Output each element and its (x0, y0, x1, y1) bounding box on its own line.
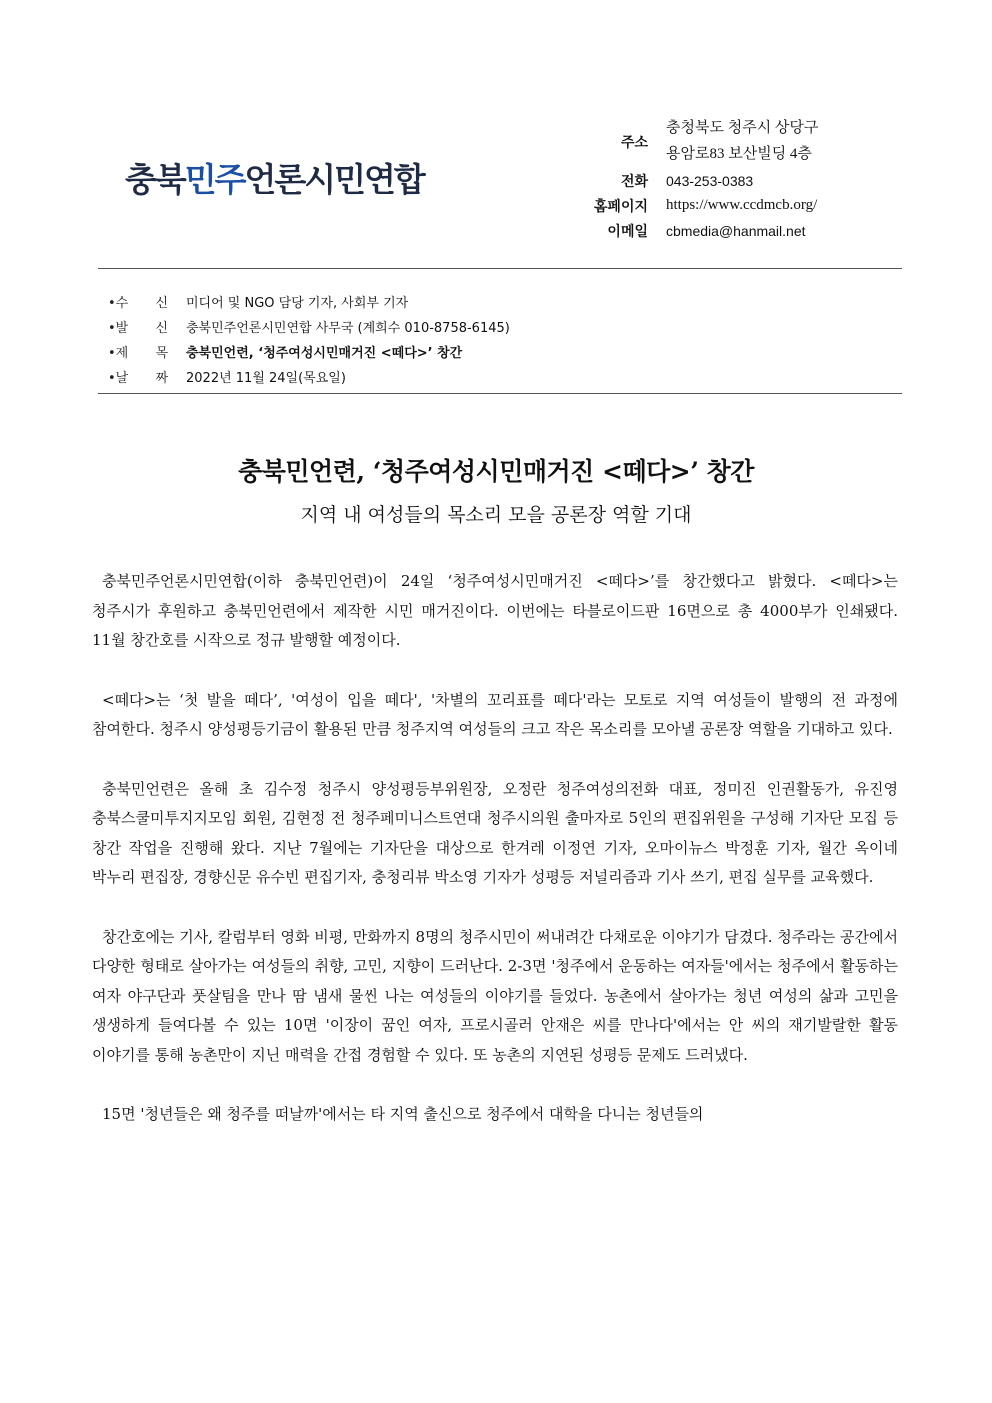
meta-label-date: •날 짜 (108, 371, 168, 386)
article-paragraph-4: 창간호에는 기사, 칼럼부터 영화 비평, 만화까지 8명의 청주시민이 써내려간 다채로운 이야기가 담겼다. 청주라는 공간에서 다양한 형태로 살아가는 여성들의 취향, 고민, 지향이 드러난다. 2-3면 '청주에서 운동하는 여자들'에서는 청주에서 활동하는 여자 야구단과 풋살팀을 만나 땀 냄새 물씬 나는 여성들의 이야기를 들었다. 농촌에서 살아가는 청년 여성의 삶과 고민을 생생하게 들여다볼 수 있는 10면 '이장이 꿈인 여자, 프로시골러 안재은 씨를 만나다'에서는 안 씨의 재기발랄한 활동 이야기를 통해 농촌만이 지닌 매력을 간접 경험할 수 있다. 또 농촌의 지연된 성평등 문제도 드러냈다. (92, 927, 898, 1064)
meta-value-date: 2022년 11월 24일(목요일) (186, 371, 346, 386)
meta-value-to: 미디어 및 NGO 담당 기자, 사회부 기자 (186, 296, 409, 311)
meta-label-to: •수 신 (108, 296, 168, 311)
address-label: 주소 (620, 135, 648, 151)
header-divider-bottom (98, 393, 902, 394)
homepage-label: 홈페이지 (593, 198, 648, 215)
phone-label: 전화 (620, 173, 648, 190)
header-divider-top (98, 268, 902, 269)
meta-row-date (108, 364, 898, 389)
meta-row-subject (108, 339, 898, 364)
phone-row (560, 168, 890, 193)
meta-row-from (108, 314, 898, 339)
meta-value-subject: 충북민언련, ‘청주여성시민매거진 <떼다>’ 창간 (186, 346, 463, 361)
contact-block (560, 116, 890, 243)
address-line-2: 용암로83 보산빌딩 4층 (666, 146, 812, 162)
phone-number: 043-253-0383 (666, 172, 754, 189)
homepage-link[interactable]: https://www.ccdmcb.org/ (666, 197, 818, 213)
organization-logo (125, 155, 424, 205)
article-title: 충북민언련, ‘청주여성시민매거진 <떼다>’ 창간 (238, 457, 754, 486)
logo-text-part3: 언론시민연합 (244, 160, 424, 199)
meta-row-to (108, 289, 898, 314)
release-meta-table (108, 289, 898, 389)
logo-text-part1: 충북 (125, 160, 185, 199)
meta-label-subject: •제 목 (108, 346, 168, 361)
article-paragraph-1: 충북민주언론시민연합(이하 충북민언련)이 24일 ‘청주여성시민매거진 <떼다>’를 창간했다고 밝혔다. <떼다>는 청주시가 후원하고 충북민언련에서 제작한 시민 매거진이다. 이번에는 타블로이드판 16면으로 총 4000부가 인쇄됐다. 11월 창간호를 시작으로 정규 발행할 예정이다. (92, 572, 898, 649)
article-paragraph-2: <떼다>는 ‘첫 발을 떼다’, '여성이 입을 떼다', '차별의 꼬리표를 떼다'라는 모토로 지역 여성들이 발행의 전 과정에 참여한다. 청주시 양성평등기금이 활용된 만큼 청주지역 여성들의 크고 작은 목소리를 모아낼 공론장 역할을 기대하고 있다. (92, 690, 898, 738)
meta-value-from: 충북민주언론시민연합 사무국 (계희수 010-8758-6145) (186, 321, 510, 336)
article-subtitle: 지역 내 여성들의 목소리 모을 공론장 역할 기대 (300, 504, 692, 526)
article-paragraph-3: 충북민언련은 올해 초 김수정 청주시 양성평등부위원장, 오정란 청주여성의전화 대표, 정미진 인권활동가, 유진영 충북스쿨미투지지모임 회원, 김현정 전 청주페미니스트연대 청주시의원 출마자로 5인의 편집위원을 구성해 기자단 모집 등 창간 작업을 진행해 왔다. 지난 7월에는 기자단을 대상으로 한겨레 이정연 기자, 오마이뉴스 박정훈 기자, 월간 옥이네 박누리 편집장, 경향신문 유수빈 편집기자, 충청리뷰 박소영 기자가 성평등 저널리즘과 기사 쓰기, 편집 실무를 교육했다. (92, 779, 898, 886)
article-body (92, 567, 898, 1160)
logo-text-part2: 민주 (184, 160, 245, 199)
meta-label-from: •발 신 (108, 321, 168, 336)
article-paragraph-5: 15면 '청년들은 왜 청주를 떠날까'에서는 타 지역 출신으로 청주에서 대학을 다니는 청년들의 (102, 1105, 704, 1123)
address-row (560, 116, 890, 168)
email-label: 이메일 (607, 223, 648, 240)
address-line-1: 충청북도 청주시 상당구 (666, 120, 819, 136)
email-row (560, 218, 890, 243)
homepage-row (560, 193, 890, 218)
email-link[interactable]: cbmedia@hanmail.net (666, 222, 806, 239)
